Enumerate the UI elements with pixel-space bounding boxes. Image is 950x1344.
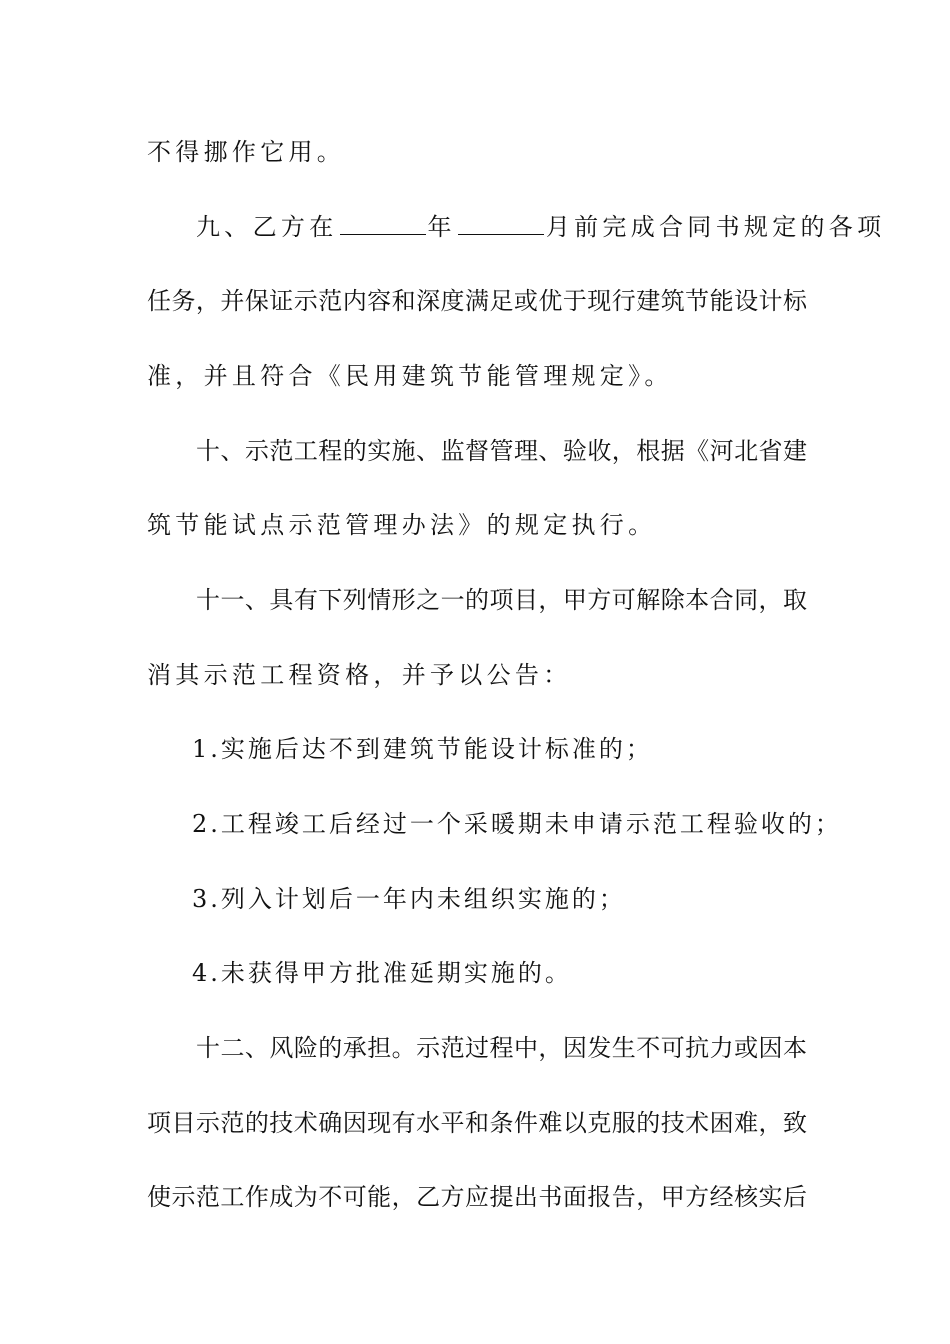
clause-9-part-c: 月前完成合同书规定的各项 <box>545 213 886 241</box>
clause-12-line-3: 使示范工作成为不可能，乙方应提出书面报告，甲方经核实后 <box>147 1183 807 1211</box>
year-blank <box>340 212 426 235</box>
clause-12-line-2: 项目示范的技术确因现有水平和条件难以克服的技术困难，致 <box>147 1109 807 1137</box>
clause-10-line-2: 筑节能试点示范管理办法》的规定执行。 <box>147 511 657 539</box>
clause-11-line-1: 十一、具有下列情形之一的项目，甲方可解除本合同，取 <box>196 586 807 614</box>
text-line: 不得挪作它用。 <box>147 138 346 166</box>
clause-11-item-3: 3.列入计划后一年内未组织实施的； <box>192 885 626 913</box>
clause-11-item-4: 4.未获得甲方批准延期实施的。 <box>192 959 572 987</box>
clause-9-part-a: 九、乙方在 <box>196 213 338 241</box>
clause-9-line-1 <box>196 211 886 243</box>
clause-9-line-3: 准，并且符合《民用建筑节能管理规定》。 <box>147 362 673 390</box>
clause-12-line-1: 十二、风险的承担。示范过程中，因发生不可抗力或因本 <box>196 1034 807 1062</box>
clause-11-item-1: 1.实施后达不到建筑节能设计标准的； <box>192 735 653 763</box>
clause-11-item-2: 2.工程竣工后经过一个采暖期未申请示范工程验收的； <box>192 810 842 838</box>
clause-9-part-b: 年 <box>427 213 456 241</box>
clause-9-line-2: 任务，并保证示范内容和深度满足或优于现行建筑节能设计标 <box>147 287 807 315</box>
clause-11-line-2: 消其示范工程资格，并予以公告： <box>147 661 572 689</box>
clause-10-line-1: 十、示范工程的实施、监督管理、验收，根据《河北省建 <box>196 437 807 465</box>
month-blank <box>458 212 544 235</box>
